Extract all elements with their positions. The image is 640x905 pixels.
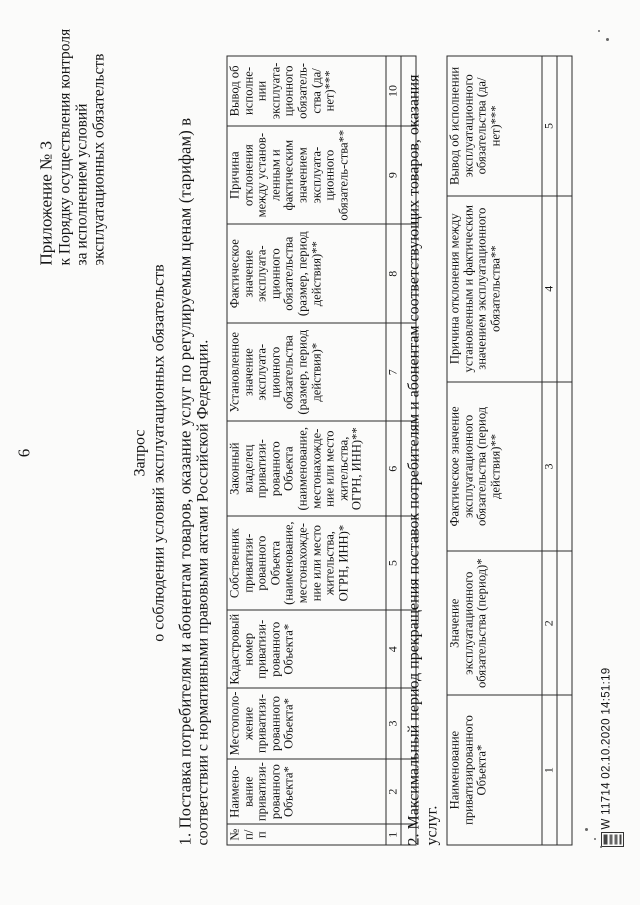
table-1-header: № п/п	[227, 824, 386, 845]
table-1-number-row	[386, 56, 401, 845]
table-1-col-number: 3	[386, 688, 401, 759]
appendix-line-2: к Порядку осуществления контроля	[56, 28, 73, 265]
table-2-header: Наименование приватизированного Объекта*	[447, 695, 542, 845]
registration-stamp-icon	[600, 831, 624, 847]
table-2-col-number: 1	[542, 695, 557, 845]
table-1-col-number: 1	[386, 824, 401, 845]
table-1-header: Наимено-вание приватизи-рованного Объекта*	[227, 758, 386, 824]
table-1-col-number: 9	[386, 125, 401, 224]
table-1-header: Собственник приватизи-рованного Объекта (наименование, местонахожде-ние или место жительства, ОГРН, ИНН)*	[227, 515, 386, 609]
section-2-heading	[405, 55, 441, 845]
table-1-col-number: 10	[386, 56, 401, 126]
appendix-line-3: за исполнением условий	[73, 103, 90, 265]
table-2-header-row	[447, 56, 542, 845]
page-number: 6	[14, 448, 33, 457]
table-2-cell	[557, 381, 572, 551]
table-2-cell	[557, 551, 572, 695]
table-2-header: Фактическое значение эксплуатационного обязательства (период действия)**	[447, 381, 542, 551]
table-2-col-number: 4	[542, 195, 557, 381]
appendix-line-4: эксплуатационных обязательств	[90, 53, 107, 265]
table-2-col-number: 2	[542, 551, 557, 695]
table-1-col-number: 7	[386, 322, 401, 421]
table-1	[226, 55, 416, 845]
table-2-header: Вывод об исполнении эксплуатационного обязательства (да/нет)***	[447, 56, 542, 196]
table-1-header: Установленное значение эксплуата-ционного обязательства (размер, период действия)*	[227, 322, 386, 421]
table-1-header-row	[227, 56, 386, 845]
table-2-empty-row	[557, 56, 572, 845]
table-2-col-number: 3	[542, 381, 557, 551]
table-2-cell	[557, 195, 572, 381]
table-1-col-number: 8	[386, 224, 401, 323]
request-subtitle: о соблюдении условий эксплуатационных обязательств	[150, 263, 167, 642]
appendix-block	[36, 15, 107, 265]
scan-speck	[598, 30, 600, 32]
table-2-number-row	[542, 56, 557, 845]
table-2-cell	[557, 695, 572, 845]
scan-speck	[585, 828, 588, 831]
document-code: W 11714 02.10.2020 14:51:19	[600, 667, 612, 829]
table-2-header: Значение эксплуатационного обязательства (период)*	[447, 551, 542, 695]
scan-speck	[600, 846, 602, 848]
table-1-header: Законный владелец приватизи-рованного Объекта (наименование, местонахожде-ние или место жительства, ОГРН, ИНН)**	[227, 421, 386, 515]
table-1-header: Фактическое значение эксплуата-ционного обязательства (размер, период действия)**	[227, 224, 386, 323]
section-2-line-1: 2. Максимальный период прекращения поставок потребителям и абонентам соответствующих товаров, оказания	[405, 74, 422, 845]
section-2-line-2: услуг.	[423, 805, 440, 845]
table-1-col-number: 6	[386, 421, 401, 515]
section-1-line-1: 1. Поставка потребителям и абонентам товаров, оказание услуг по регулируемым ценам (тарифам) в	[175, 117, 194, 845]
table-2-header: Причина отклонения между установленным и фактическим значением эксплуатационного обязательства**	[447, 195, 542, 381]
table-2-col-number: 5	[542, 56, 557, 196]
scan-speck	[606, 38, 609, 41]
table-2-cell	[557, 56, 572, 196]
scan-speck	[594, 838, 596, 840]
table-1-col-number: 5	[386, 515, 401, 609]
request-heading	[130, 0, 168, 905]
section-1-heading	[176, 55, 212, 845]
table-2	[446, 55, 572, 845]
table-1-col-number: 2	[386, 758, 401, 824]
table-1-header: Вывод об исполне-нии эксплуата-ционного обязатель-ства (да/нет)***	[227, 56, 386, 126]
request-title: Запрос	[131, 429, 148, 476]
table-1-header: Кадастровый номер приватизи-рованного Объекта*	[227, 610, 386, 688]
table-1-col-number: 4	[386, 610, 401, 688]
section-1-line-2: соответствии с нормативными правовыми актами Российской Федерации.	[194, 339, 211, 845]
table-1-header: Причина отклонения между установ-ленным и фактическим значением эксплуата-ционного обязатель-ства**	[227, 125, 386, 224]
table-1-header: Местополо-жение приватизи-рованного Объекта*	[227, 688, 386, 759]
appendix-title: Приложение № 3	[36, 140, 55, 265]
